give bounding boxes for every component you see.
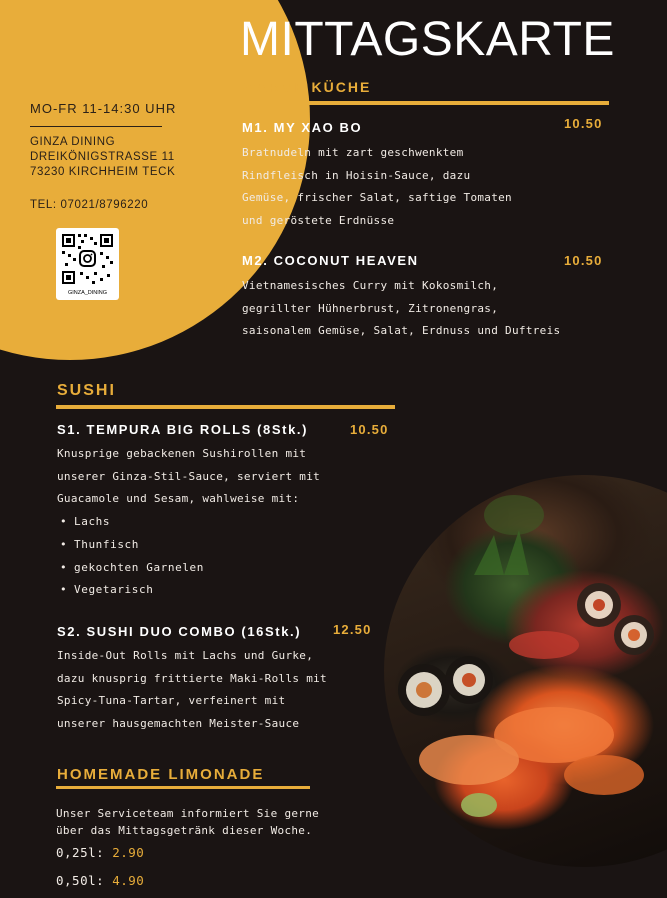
- qr-code-icon[interactable]: [56, 228, 119, 300]
- menu-item-title-m1: M1. MY XAO BO: [242, 120, 363, 135]
- desc-line: Unser Serviceteam informiert Sie gerne: [56, 807, 320, 820]
- desc-line: Guacamole und Sesam, wahlweise mit:: [57, 492, 300, 505]
- desc-line: über das Mittagsgetränk dieser Woche.: [56, 824, 313, 837]
- menu-item-price-s1: 10.50: [350, 422, 389, 437]
- desc-line: Vietnamesisches Curry mit Kokosmilch,: [242, 279, 499, 292]
- list-item: • Lachs: [60, 511, 204, 534]
- phone-number[interactable]: TEL: 07021/8796220: [30, 199, 149, 211]
- street-address: DREIKÖNIGSTRASSE 11: [30, 151, 175, 163]
- size-label: 0,25l:: [56, 845, 105, 860]
- desc-line: gegrillter Hühnerbrust, Zitronengras,: [242, 301, 499, 315]
- desc-line: Gemüse, frischer Salat, saftige Tomaten: [242, 191, 512, 204]
- restaurant-name: GINZA DINING: [30, 136, 116, 148]
- desc-line: unserer hausgemachten Meister-Sauce: [57, 716, 300, 730]
- desc-line: Bratnudeln mit zart geschwenktem: [242, 146, 464, 159]
- desc-line: Spicy-Tuna-Tartar, verfeinert mit: [57, 694, 286, 707]
- section-divider-sushi: [56, 405, 395, 409]
- menu-item-title-s2: S2. SUSHI DUO COMBO (16Stk.): [57, 624, 302, 639]
- list-item: • Thunfisch: [60, 534, 204, 557]
- menu-item-price-m2: 10.50: [564, 253, 603, 268]
- desc-line: Rindfleisch in Hoisin-Sauce, dazu: [242, 168, 471, 182]
- menu-item-price-m1: 10.50: [564, 116, 603, 131]
- page-title: MITTAGSKARTE: [240, 13, 615, 66]
- desc-line: unserer Ginza-Stil-Sauce, serviert mit: [57, 469, 321, 483]
- limonade-price-small: [56, 845, 144, 860]
- list-item: • gekochten Garnelen: [60, 557, 204, 580]
- desc-line: Knusprige gebackenen Sushirollen mit: [57, 447, 307, 460]
- desc-line: und geröstete Erdnüsse: [242, 213, 395, 227]
- list-item: • Vegetarisch: [60, 579, 204, 602]
- qr-label: GINZA_DINING: [67, 290, 108, 296]
- s1-options-list: [60, 511, 204, 602]
- section-divider-warm: [240, 101, 609, 105]
- menu-item-title-s1: S1. TEMPURA BIG ROLLS (8Stk.): [57, 422, 309, 437]
- section-heading-sushi: SUSHI: [57, 382, 116, 399]
- menu-item-price-s2: 12.50: [333, 622, 372, 637]
- desc-line: Inside-Out Rolls mit Lachs und Gurke,: [57, 649, 314, 662]
- menu-item-desc-m1: [242, 142, 512, 232]
- restaurant-info: [30, 101, 176, 211]
- price-value: 4.90: [112, 873, 145, 888]
- sushi-photo: [384, 475, 667, 867]
- desc-line: saisonalem Gemüse, Salat, Erdnuss und Duftreis: [242, 324, 561, 337]
- city-address: 73230 KIRCHHEIM TECK: [30, 166, 176, 178]
- menu-item-desc-s2: [57, 645, 327, 735]
- price-value: 2.90: [112, 845, 145, 860]
- section-heading-warm: WARME KÜCHE: [242, 79, 372, 95]
- size-label: 0,50l:: [56, 873, 105, 888]
- section-divider-limonade: [56, 786, 310, 789]
- opening-hours: MO-FR 11-14:30 UHR: [30, 101, 177, 116]
- limonade-price-large: [56, 873, 144, 888]
- menu-item-desc-m2: [242, 275, 560, 343]
- desc-line: dazu knusprig frittierte Maki-Rolls mit: [57, 671, 327, 685]
- section-heading-limonade: HOMEMADE LIMONADE: [57, 766, 265, 783]
- instagram-icon: [80, 251, 95, 266]
- info-divider: [30, 126, 162, 127]
- limonade-description: [56, 805, 319, 839]
- menu-item-desc-s1: [57, 443, 320, 511]
- menu-item-title-m2: M2. COCONUT HEAVEN: [242, 253, 419, 268]
